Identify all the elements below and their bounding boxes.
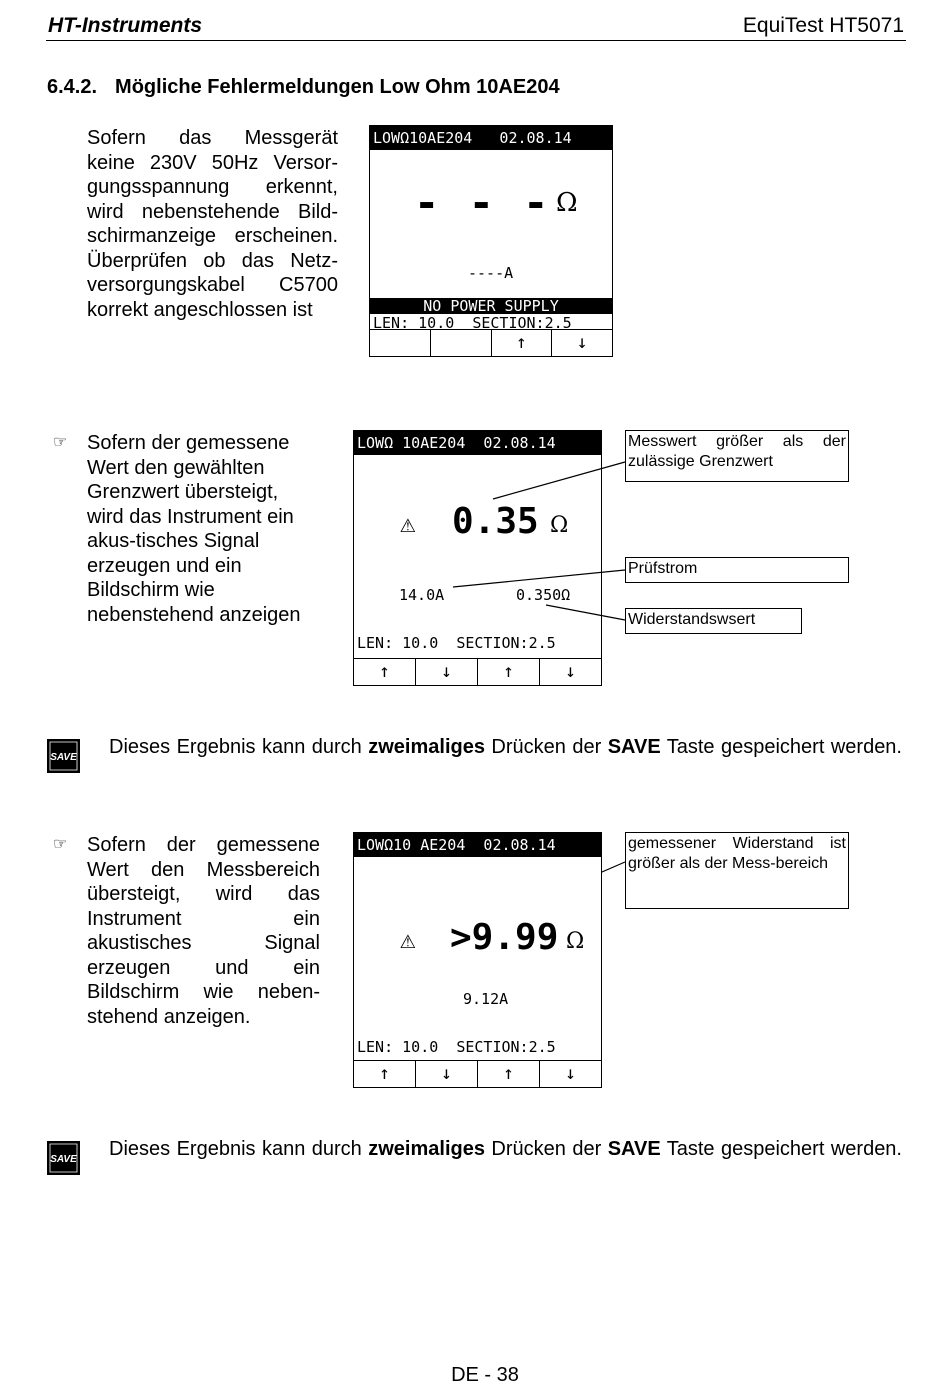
text-line: Bildschirm wie neben- [87,981,320,1003]
screen-unit: Ω [556,188,578,218]
section-title: Mögliche Fehlermeldungen Low Ohm 10AE204 [115,76,560,98]
text-line: stehend anzeigen. [87,1005,251,1028]
save-text-after: Taste gespeichert werden. [660,1138,902,1160]
screen-top-bar: LOWΩ10 AE204 02.08.14 [354,833,601,857]
save-text-bold-save: SAVE [607,1138,661,1160]
softkey-down-arrow-icon[interactable]: ↓ [565,661,576,682]
softkey-up-arrow-icon[interactable]: ↑ [478,659,540,685]
save-text-mid: Drücken der [484,1138,608,1160]
softkey-down-arrow-icon[interactable]: ↓ [416,659,478,685]
save-text-after: Taste gespeichert werden. [660,736,902,758]
screen-top-bar: LOWΩ10AE204 02.08.14 [370,126,612,150]
text-line: Wert den Messbereich [87,858,320,881]
screen-bottom-line: LEN: 10.0 SECTION:2.5 [357,1038,556,1056]
text-line: wird das Instrument ein [87,505,294,528]
text-line: Sofern das Messgerät [87,127,338,149]
text-line: korrekt angeschlossen ist [87,298,313,321]
svg-text:SAVE: SAVE [50,1154,77,1165]
callout-out-of-range: gemessener Widerstand ist größer als der Mess-bereich [625,832,849,909]
softkey-down-arrow-icon[interactable]: ↓ [576,332,588,353]
text-line: Sofern der gemessene [87,432,290,454]
screen-current: 9.12A [463,990,509,1008]
screen-bottom-line: LEN: 10.0 SECTION:2.5 [357,634,556,652]
svg-text:SAVE: SAVE [50,752,77,763]
text-line: erzeugen und ein [87,554,242,577]
save-key-icon [47,739,80,773]
screen-resistance: 0.350Ω [516,586,571,604]
screen-value: 0.35 [452,501,539,542]
text-line: Grenzwert übersteigt, [87,481,279,503]
screen-unit: Ω [550,513,569,538]
softkey-up-arrow-icon[interactable]: ↑ [492,330,553,356]
softkey-down-arrow-icon[interactable]: ↓ [565,1063,576,1084]
save-text-before: Dieses Ergebnis kann durch [109,736,369,758]
text-line: wird nebenstehende Bild- [87,200,338,223]
screen-bottom-line: LEN: 10.0 SECTION:2.5 [373,314,572,332]
softkey-up-arrow-icon[interactable]: ↑ [354,659,416,685]
warning-icon: ⚠ [400,925,416,955]
screen-unit: Ω [566,929,585,954]
hand-pointer-icon: ☞ [53,836,68,853]
screen-current: ----A [468,264,514,282]
text-line: Überprüfen ob das Netz- [87,249,338,272]
status-banner: NO POWER SUPPLY [370,298,612,314]
softkey-up-arrow-icon[interactable]: ↑ [478,1061,540,1087]
text-line: nebenstehend anzeigen [87,603,301,626]
page-number: DE - 38 [451,1364,519,1386]
text-line: Wert den gewählten [87,456,265,479]
block3-text [87,833,320,1029]
text-line: schirmanzeige erscheinen. [87,225,338,247]
text-line: akus-tisches Signal [87,530,260,552]
text-line: übersteigt, wird das [87,883,320,905]
screen-value: - - - [414,178,551,227]
save-instruction [109,1137,902,1162]
screen-value: >9.99 [450,917,559,958]
brand-name: HT-Instruments [48,14,203,37]
text-line: gungsspannung erkennt, [87,176,338,198]
save-instruction [109,735,902,760]
text-line: erzeugen und ein [87,956,320,979]
leader-line [493,462,625,499]
screen-current: 14.0A [399,586,445,604]
save-text-before: Dieses Ergebnis kann durch [109,1138,369,1160]
save-text-bold-save: SAVE [607,736,661,758]
section-number: 6.4.2. [47,76,98,98]
text-line: versorgungskabel C5700 [87,274,338,296]
text-line: keine 230V 50Hz Versor- [87,151,338,174]
callout-resistance-value: Widerstandswsert [625,608,802,634]
softkey-down-arrow-icon[interactable]: ↓ [416,1061,478,1087]
save-text-bold-twice: zweimaliges [368,736,485,758]
save-text-bold-twice: zweimaliges [368,1138,485,1160]
callout-limit-exceeded: Messwert größer als der zulässige Grenzwert [625,430,849,482]
softkey-up-arrow-icon[interactable]: ↑ [354,1061,416,1087]
text-line: akustisches Signal [87,932,320,954]
leader-line [453,570,625,587]
warning-icon: ⚠ [400,509,416,539]
text-line: Bildschirm wie [87,579,215,601]
model-name: EquiTest HT5071 [742,14,904,37]
softkey-row [354,1060,601,1087]
hand-pointer-icon: ☞ [53,434,68,451]
text-line: Instrument ein [87,907,320,930]
display-screen-out-of-range [353,832,602,1088]
leader-line [546,605,625,620]
callout-test-current: Prüfstrom [625,557,849,583]
text-line: Sofern der gemessene [87,834,320,856]
save-key-icon [47,1141,80,1175]
screen-top-bar: LOWΩ 10AE204 02.08.14 [354,431,601,455]
save-text-mid: Drücken der [484,736,608,758]
